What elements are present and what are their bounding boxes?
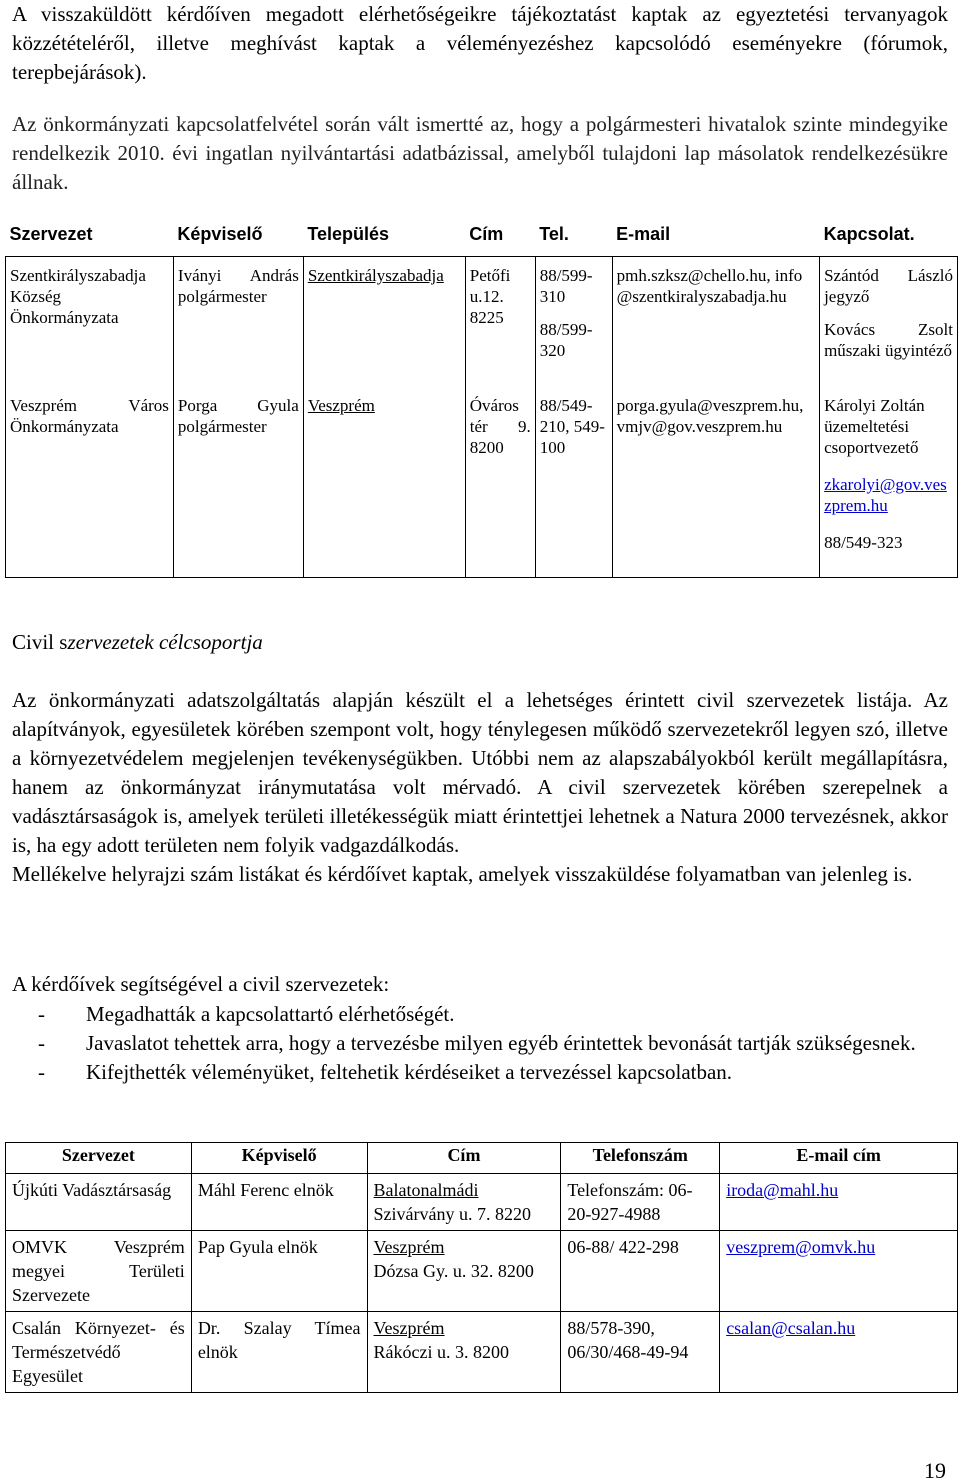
cell-szervezet: OMVK Veszprém megyei Területi Szervezete: [6, 1231, 192, 1312]
cell-email: pmh.szksz@chello.hu, info@szentkiralyszabadja.hu: [612, 257, 819, 388]
contact-phone: 88/549-323: [824, 533, 903, 552]
cell-cim: Óváros tér 9. 8200: [465, 387, 535, 578]
column-header: E-mail: [616, 224, 671, 244]
cell-email: [720, 1174, 958, 1231]
cell-szervezet: Szentkirályszabadja Község Önkormányzata: [6, 257, 174, 388]
cell-email: porga.gyula@veszprem.hu, vmjv@gov.veszprem.hu: [612, 387, 819, 578]
cell-tel: 88/578-390, 06/30/468-49-94: [561, 1312, 720, 1393]
table-header-row: [6, 222, 958, 257]
bullet-list: [12, 1000, 948, 1087]
cell-tel: Telefonszám: 06-20-927-4988: [561, 1174, 720, 1231]
cell-email: [720, 1231, 958, 1312]
column-header: Cím: [367, 1143, 561, 1174]
column-header: Tel.: [539, 224, 569, 244]
dash-marker: -: [38, 1031, 45, 1055]
cell-szervezet: Csalán Környezet- és Természetvédő Egyesület: [6, 1312, 192, 1393]
cell-kepviselo: Dr. Szalay Tímea elnök: [191, 1312, 367, 1393]
email-link[interactable]: csalan@csalan.hu: [726, 1318, 856, 1338]
phone-1: 88/599-310: [539, 266, 593, 306]
questionnaire-intro: A kérdőívek segítségével a civil szervezetek:: [12, 972, 390, 996]
page-number: 19: [924, 1458, 946, 1483]
cell-cim: [367, 1312, 561, 1393]
address-city: Balatonalmádi: [373, 1180, 479, 1200]
cell-email: [720, 1312, 958, 1393]
table-row: [6, 1174, 958, 1231]
column-header: Település: [307, 224, 390, 244]
dash-marker: -: [38, 1060, 45, 1084]
email-link[interactable]: veszprem@omvk.hu: [726, 1237, 876, 1257]
address-city: Veszprém: [373, 1237, 445, 1257]
cell-cim: [367, 1231, 561, 1312]
table-row: [6, 1231, 958, 1312]
municipality-table: [5, 222, 958, 578]
cell-kepviselo: Pap Gyula elnök: [191, 1231, 367, 1312]
cell-kepviselo: Máhl Ferenc elnök: [191, 1174, 367, 1231]
phone-2: 88/599-320: [539, 320, 593, 360]
column-header: Cím: [469, 224, 504, 244]
cell-kapcsolat: [820, 257, 958, 388]
address-city: Veszprém: [373, 1318, 445, 1338]
column-header: Képviselő: [177, 224, 263, 244]
address-street: Szivárvány u. 7. 8220: [373, 1204, 532, 1224]
table-row: [6, 257, 958, 388]
section-heading: [12, 630, 263, 655]
list-item: - Javaslatot tehettek arra, hogy a tervezésbe milyen egyéb érintettek bevonását tartják szükségesnek.: [12, 1029, 948, 1058]
table-row: [6, 1312, 958, 1393]
email-link[interactable]: iroda@mahl.hu: [726, 1180, 839, 1200]
cell-tel: [535, 257, 612, 388]
contact-2: Kovács Zsolt műszaki ügyintéző: [824, 320, 953, 360]
cell-tel: 88/549-210, 549-100: [535, 387, 612, 578]
list-item: - Megadhatták a kapcsolattartó elérhetőségét.: [12, 1000, 948, 1029]
column-header: Képviselő: [191, 1143, 367, 1174]
column-header: Szervezet: [6, 1143, 192, 1174]
intro-paragraph-1: A visszaküldött kérdőíven megadott elérhetőségeikre tájékoztatást kaptak az egyeztetési tervanyagok közzétételéről, illetve meghívást kaptak a véleményezéshez kapcsolódó eseményekre (fórumok, terepbejárások).: [12, 2, 948, 84]
body-paragraph-2: Mellékelve helyrajzi szám listákat és kérdőívet kaptak, amelyek visszaküldése folyamatban van jelenleg is.: [12, 862, 913, 886]
cell-kapcsolat: [820, 387, 958, 578]
cell-kepviselo: Iványi András polgármester: [173, 257, 303, 388]
heading-plain: Civil s: [12, 630, 68, 654]
cell-telepules: Veszprém: [303, 387, 465, 578]
cell-cim: [367, 1174, 561, 1231]
cell-cim: Petőfi u.12. 8225: [465, 257, 535, 388]
column-header: Kapcsolat.: [823, 224, 915, 244]
cell-tel: 06-88/ 422-298: [561, 1231, 720, 1312]
body-paragraph-1: Az önkormányzati adatszolgáltatás alapján készült el a lehetséges érintett civil szervezetek listája. Az alapítványok, egyesületek körében szempont volt, hogy ténylegesen működő szervezetekről legyen szó, illetve a környezetvédelem megjelenjen tevékenységükben. Utóbbi nem az alapszabályokból került megállapításra, hanem az önkormányzat iránymutatása volt mérvadó. A civil szervezetek körében szerepelnek a vadásztársaságok is, amelyek területi illetékességük miatt érintettjei lehetnek a Natura 2000 tervezésnek, akkor is, ha egy adott területen nem folyik vadgazdálkodás.: [12, 688, 948, 857]
contact-1: Károlyi Zoltán üzemeltetési csoportvezető: [824, 396, 925, 457]
column-header: E-mail cím: [720, 1143, 958, 1174]
address-street: Rákóczi u. 3. 8200: [373, 1342, 510, 1362]
heading-italic: zervezetek célcsoportja: [67, 630, 263, 654]
contact-1: Szántód László jegyző: [824, 266, 953, 306]
address-street: Dózsa Gy. u. 32. 8200: [373, 1261, 534, 1281]
cell-kepviselo: Porga Gyula polgármester: [173, 387, 303, 578]
table-header-row: [6, 1143, 958, 1174]
cell-szervezet: Újkúti Vadásztársaság: [6, 1174, 192, 1231]
column-header: Telefonszám: [561, 1143, 720, 1174]
body-paragraph: [12, 686, 948, 889]
cell-szervezet: Veszprém Város Önkormányzata: [6, 387, 174, 578]
column-header: Szervezet: [9, 224, 93, 244]
cell-telepules: Szentkirályszabadja: [303, 257, 465, 388]
intro-paragraph-2: Az önkormányzati kapcsolatfelvétel során vált ismertté az, hogy a polgármesteri hivatalok szinte mindegyike rendelkezik 2010. évi ingatlan nyilvántartási adatbázissal, amelyből tulajdoni lap másolatok rendelkezésükre állnak.: [12, 112, 948, 194]
table-row: [6, 387, 958, 578]
civil-organizations-table: [5, 1142, 958, 1393]
contact-email-link[interactable]: zkarolyi@gov.veszprem.hu: [824, 475, 947, 515]
dash-marker: -: [38, 1002, 45, 1026]
list-item: - Kifejthették véleményüket, feltehetik kérdéseiket a tervezéssel kapcsolatban.: [12, 1058, 948, 1087]
